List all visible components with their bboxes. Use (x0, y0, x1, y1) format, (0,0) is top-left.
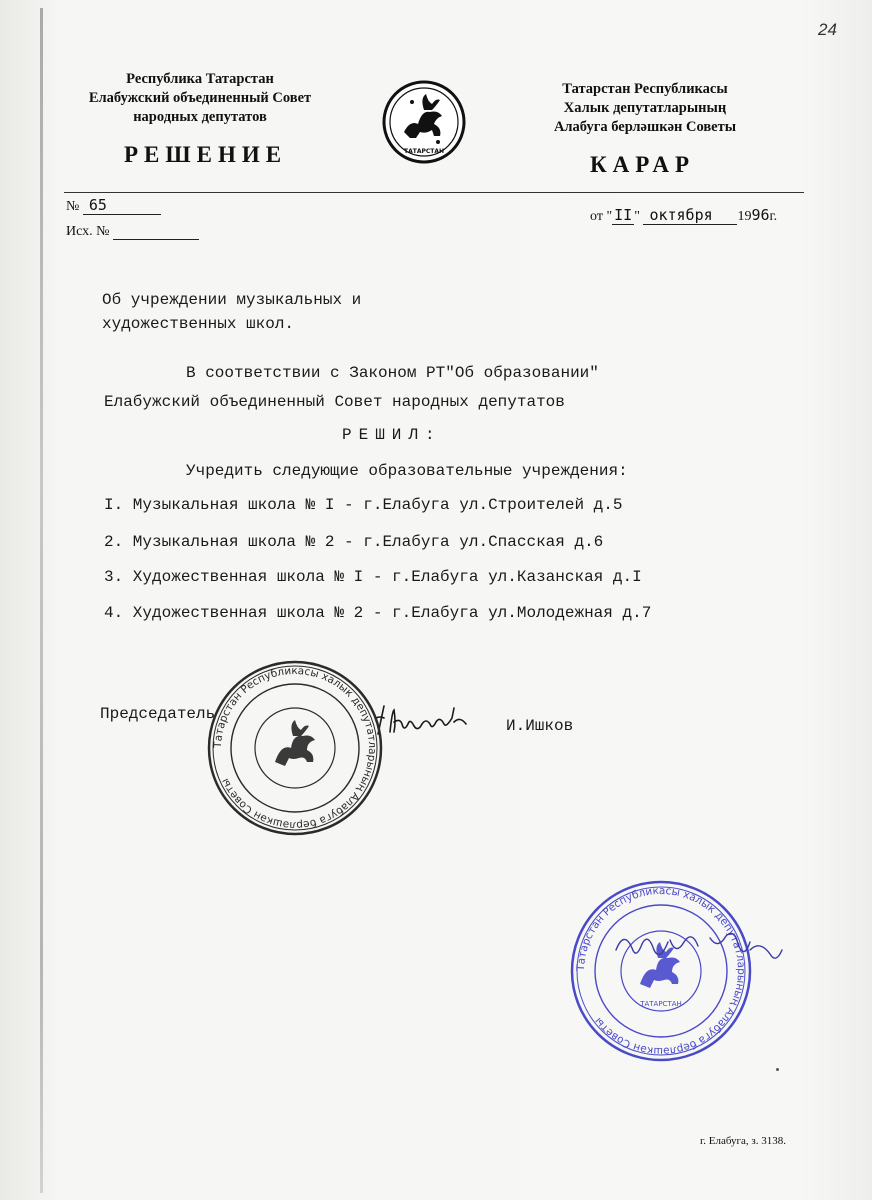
stamp-right-center-text: ТАТАРСТАН (640, 1000, 682, 1008)
date-month: октября (643, 206, 737, 225)
list-item: 4. Художественная школа № 2 - г.Елабуга ул.Молодежная д.7 (104, 604, 652, 622)
svg-text:ТАТАРСТАН: ТАТАРСТАН (403, 148, 445, 155)
basis-line1: В соответствии с Законом РТ"Об образовании" (186, 364, 599, 382)
chairman-label: Председатель (100, 705, 216, 723)
scan-edge-shadow (40, 8, 43, 1193)
list-item: 2. Музыкальная школа № 2 - г.Елабуга ул.Спасская д.6 (104, 533, 604, 551)
document-number-label: № (66, 199, 80, 214)
scan-speck (776, 1068, 779, 1071)
chairman-name: И.Ишков (506, 717, 574, 735)
subject-line2: художественных школ. (102, 315, 295, 333)
coat-of-arms-icon (382, 80, 466, 164)
document-date (590, 206, 777, 225)
date-prefix: от (590, 209, 603, 224)
signature-icon (370, 698, 500, 742)
date-quote-open: " (606, 209, 613, 224)
header-right-line3: Алабуга берләшкән Советы (553, 119, 737, 135)
page-number: 24 (818, 20, 837, 39)
header-left (70, 70, 330, 127)
date-year-prefix: 19 (737, 209, 752, 224)
document-number-row (66, 196, 161, 215)
header-right (520, 80, 770, 137)
outgoing-number-row (66, 224, 199, 240)
document-subject (102, 288, 361, 336)
title-karar: КАРАР (590, 152, 696, 177)
stamp-left-outer-text: Татарстан Республикасы халык депутатларының Алабуга берләшкән Советы (211, 664, 379, 832)
outgoing-number-blank (113, 225, 199, 240)
header-right-line2: Халык депутатларының (563, 100, 727, 116)
subject-line1: Об учреждении музыкальных и (102, 291, 362, 309)
signature-stamp-icon (610, 920, 790, 990)
date-quote-close: " (634, 209, 640, 224)
outgoing-number-label: Исх. № (66, 224, 110, 239)
establish-text: Учредить следующие образовательные учреждения: (186, 462, 628, 480)
date-year: 96 (751, 206, 770, 224)
title-reshenie: РЕШЕНИЕ (124, 142, 288, 167)
header-left-line3: народных депутатов (133, 109, 267, 125)
header-left-line1: Республика Татарстан (126, 71, 274, 87)
stamp-left-icon (207, 660, 383, 836)
header-left-line2: Елабужский объединенный Совет (88, 90, 312, 106)
basis-line2: Елабужский объединенный Совет народных депутатов (104, 393, 565, 411)
header-right-line1: Татарстан Республикасы (562, 81, 728, 97)
list-item: 3. Художественная школа № I - г.Елабуга ул.Казанская д.I (104, 568, 642, 586)
date-suffix: г. (769, 209, 778, 224)
date-day: II (614, 206, 633, 224)
list-item: I. Музыкальная школа № I - г.Елабуга ул.Строителей д.5 (104, 496, 623, 514)
print-footer: г. Елабуга, з. 3138. (700, 1135, 787, 1147)
document-number-value: 65 (83, 196, 161, 215)
stamp-right-outer-text: Татарстан Республикасы халык депутатларының Алабуга берләшкән Советы (574, 884, 748, 1058)
header-divider (64, 192, 804, 193)
resolved-heading: РЕШИЛ: (342, 426, 442, 444)
